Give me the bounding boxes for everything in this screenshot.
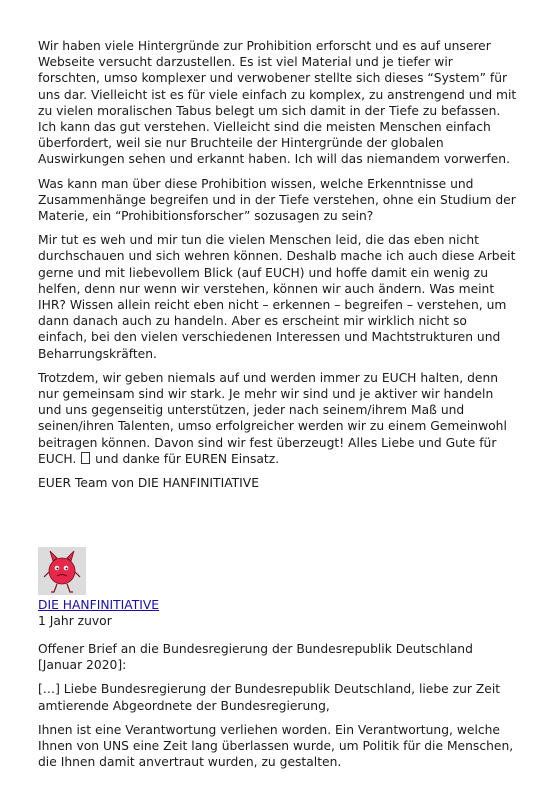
comment-author-block	[38, 547, 518, 629]
comment-body	[38, 641, 518, 778]
red-mascot-avatar-icon[interactable]	[38, 547, 86, 595]
comment-paragraph: Offener Brief an die Bundesregierung der Bundesrepublik Deutschland [Januar 2020]:	[38, 642, 473, 673]
article-body	[38, 38, 518, 499]
comment-timestamp: 1 Jahr zuvor	[38, 614, 112, 629]
missing-glyph-icon	[81, 452, 90, 464]
article-paragraph: Mir tut es weh und mir tun die vielen Menschen leid, die das eben nicht durchschauen und sich wehren können. Deshalb mache ich auch diese Arbeit gerne und mit liebevollem Blick (auf EUCH) und hoffe damit ein wenig zu helfen, denn nur wenn wir verstehen, können wir auch ändern. Was meint IHR? Wissen allein reicht eben nicht – erkennen – begreifen – verstehen, um dann danach auch zu handeln. Aber es erscheint mir wirklich nicht so einfach, bei den vielen verschiedenen Interessen und Machtstrukturen und Beharrungskräften.	[38, 233, 516, 361]
comment-author-link[interactable]: DIE HANFINITIATIVE	[38, 598, 160, 612]
article-signature: EUER Team von DIE HANFINITIATIVE	[38, 476, 259, 491]
comment-paragraph: Ihnen ist eine Verantwortung verliehen worden. Ein Verantwortung, welche Ihnen von UNS eine Zeit lang überlassen wurde, um Politik für die Menschen, die Ihnen damit anvertraut wurden, zu gestalten.	[38, 722, 514, 770]
article-paragraph: Wir haben viele Hintergründe zur Prohibition erforscht und es auf unserer Webseite versucht darzustellen. Es ist viel Material und je tiefer wir forschten, umso komplexer und verwobener stellte sich dieses “System” für uns dar. Vielleicht ist es für viele einfach zu komplex, zu anstrengend und mit zu vielen moralischen Tabus belegt um sich damit in der Tiefe zu befassen. Ich kann das gut verstehen. Vielleicht sind die meisten Menschen einfach überfordert, weil sie nur Bruchteile der Hintergründe der globalen Auswirkungen sehen und erkannt haben. Ich will das niemandem vorwerfen.	[38, 39, 517, 167]
closing-text-end: und danke für EUREN Einsatz.	[95, 451, 280, 466]
article-closing-paragraph	[38, 370, 518, 467]
comment-paragraph: […] Liebe Bundesregierung der Bundesrepublik Deutschland, liebe zur Zeit amtierende Abgeordnete der Bundesregierung,	[38, 682, 501, 713]
closing-text-start: Trotzdem, wir geben niemals auf und werden immer zu EUCH halten, denn nur gemeinsam sind wir stark. Je mehr wir sind und je aktiver wir handeln und uns gegenseitig unterstützen, jeder nach seinem/ihrem Maß und seinen/ihren Talenten, umso erfolgreicher werden wir zu einem Gemeinwohl beitragen können. Davon sind wir fest überzeugt! Alles Liebe und Gute für EUCH.	[38, 370, 507, 466]
article-paragraph: Was kann man über diese Prohibition wissen, welche Erkenntnisse und Zusammenhänge begreifen und in der Tiefe verstehen, ohne ein Studium der Materie, ein “Prohibitionsforscher” sozusagen zu sein?	[38, 176, 516, 224]
